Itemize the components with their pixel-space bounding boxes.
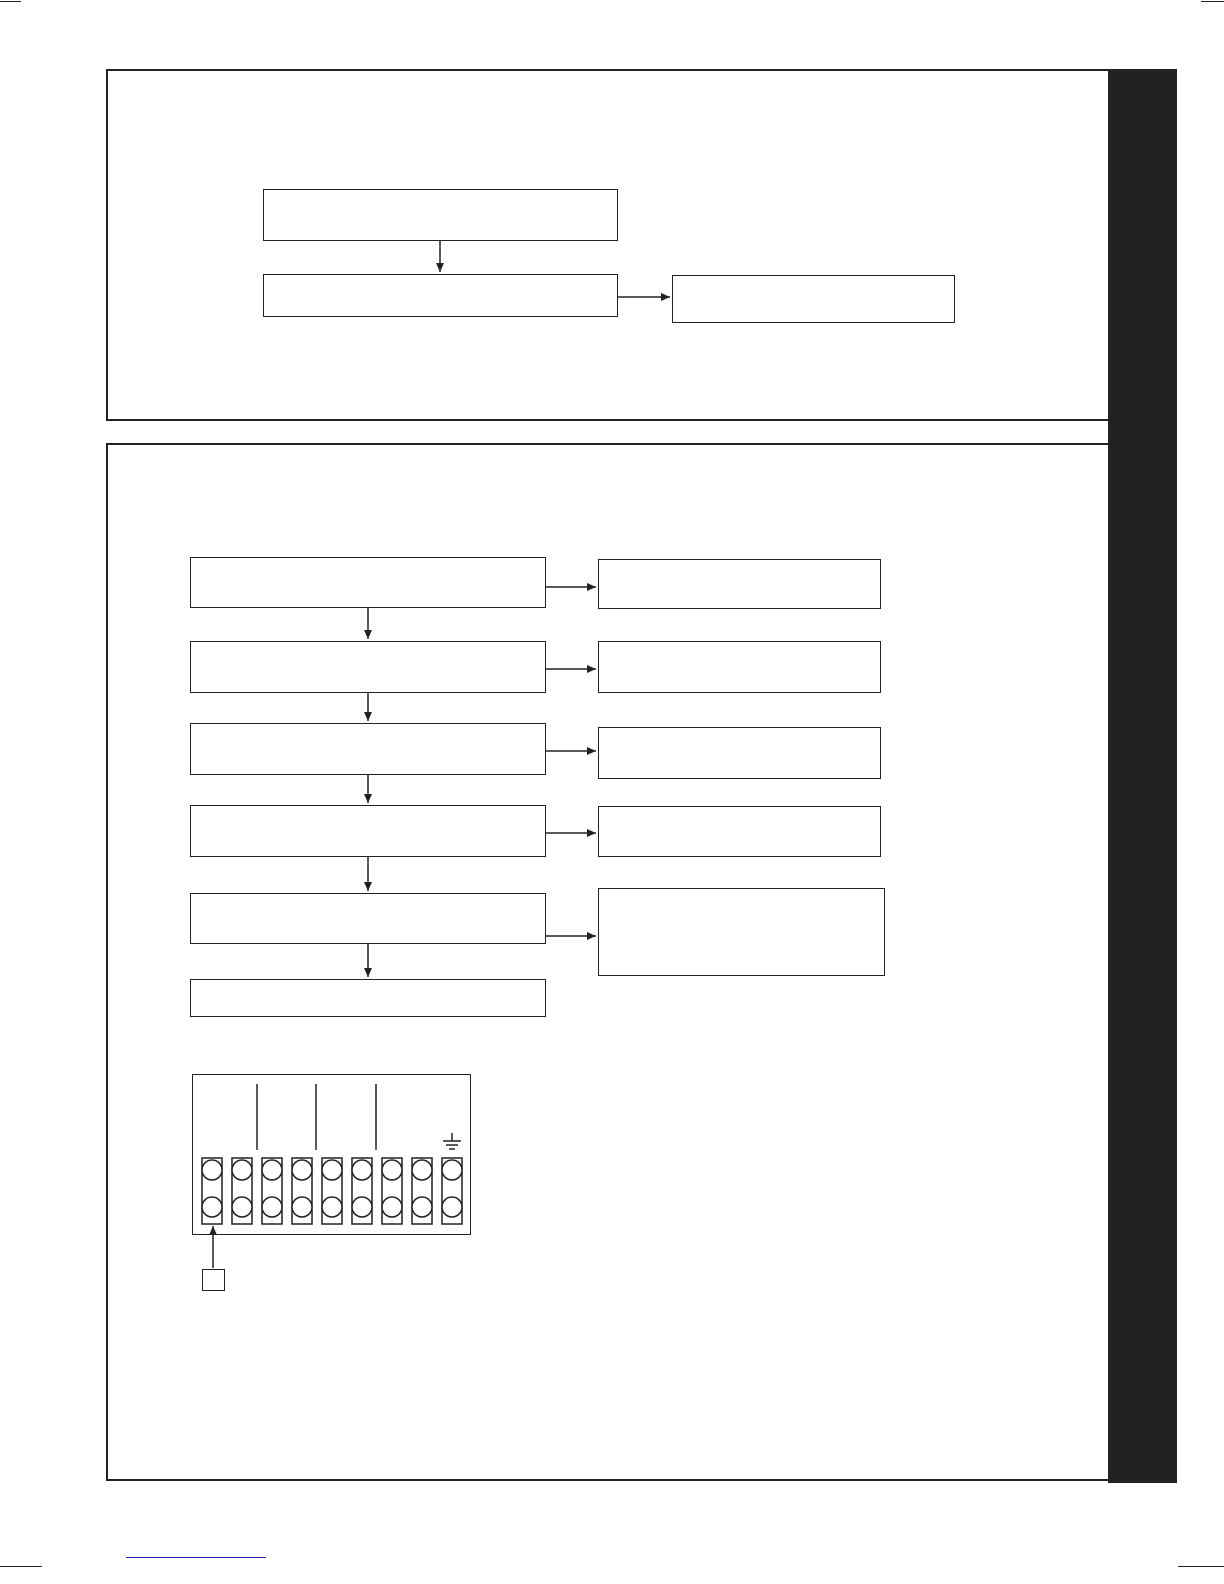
terminal-screw-top: [232, 1160, 252, 1180]
terminal-screw-top: [412, 1160, 432, 1180]
terminal-screw-top: [382, 1160, 402, 1180]
terminal-screw-top: [322, 1160, 342, 1180]
ground-icon: [443, 1133, 461, 1149]
terminal-screw-top: [202, 1160, 222, 1180]
terminal-screw-bottom: [382, 1197, 402, 1217]
terminal-screw-top: [352, 1160, 372, 1180]
terminal-screw-top: [442, 1160, 462, 1180]
terminal-screw-bottom: [352, 1197, 372, 1217]
terminal-screw-top: [262, 1160, 282, 1180]
terminal-screw-bottom: [322, 1197, 342, 1217]
terminal-screw-bottom: [292, 1197, 312, 1217]
terminal-screw-top: [292, 1160, 312, 1180]
terminal-screw-bottom: [412, 1197, 432, 1217]
terminal-screw-bottom: [232, 1197, 252, 1217]
terminal-screw-bottom: [442, 1197, 462, 1217]
terminal-screw-bottom: [202, 1197, 222, 1217]
terminal-screw-bottom: [262, 1197, 282, 1217]
